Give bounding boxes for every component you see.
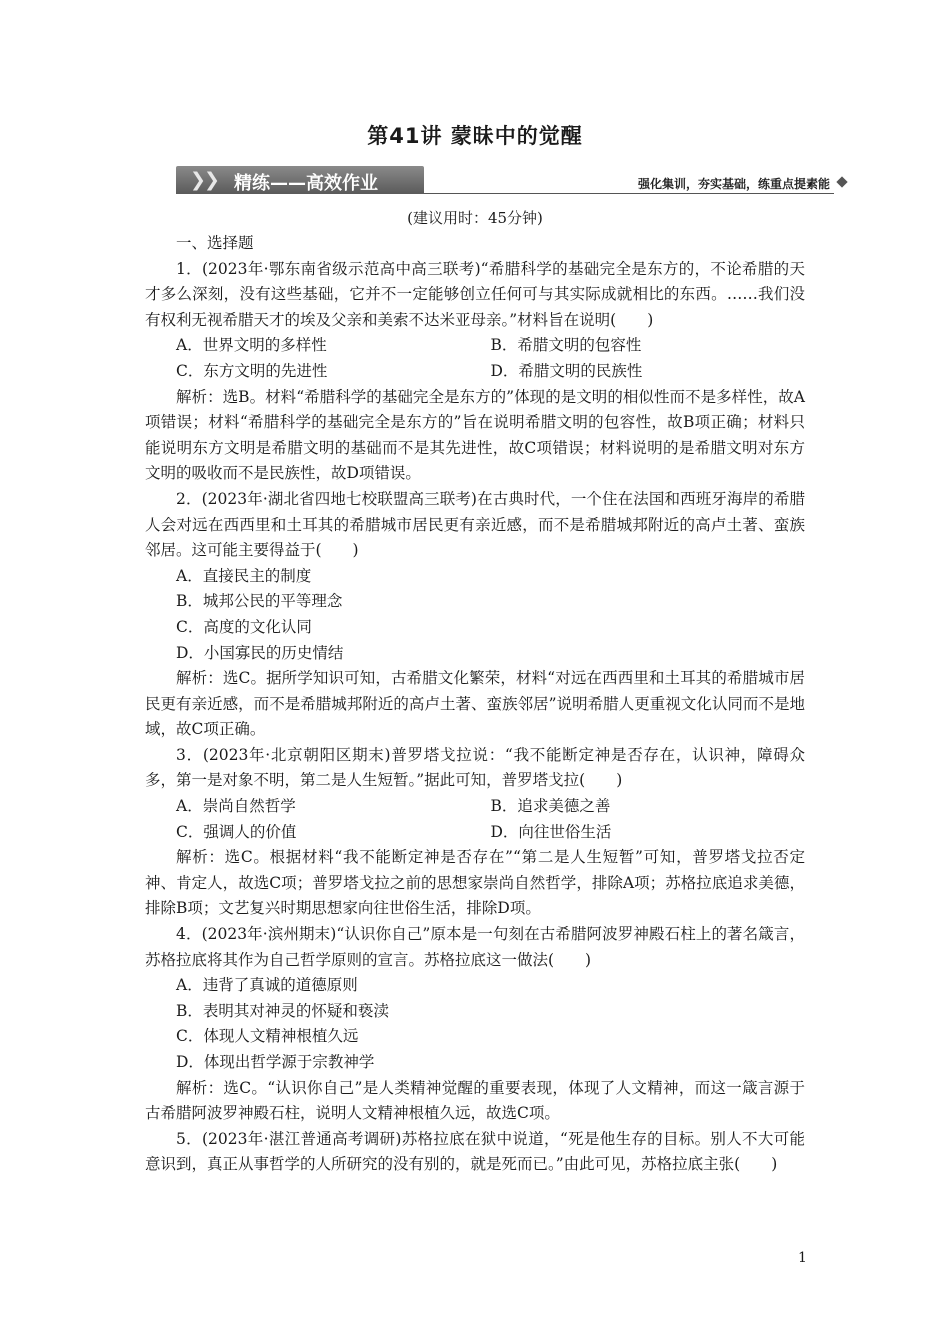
option: C．高度的文化认同: [176, 617, 312, 636]
option: D．向往世俗生活: [490, 822, 612, 841]
section-banner: [176, 163, 848, 197]
option: B．城邦公民的平等理念: [176, 592, 343, 611]
option: D．希腊文明的民族性: [490, 361, 643, 380]
analysis: 解析：选C。根据材料“我不能断定神是否存在”“第二是人生短暂”可知，普罗塔戈拉否定神、肯定人，故选C项；普罗塔戈拉之前的思想家崇尚自然哲学，排除A项；苏格拉底追求美德，排除B项；文艺复兴时期思想家向往世俗生活，排除D项。: [145, 848, 805, 918]
option: D．体现出哲学源于宗教神学: [176, 1053, 375, 1071]
question-stem: 1．(2023年·鄂东南省级示范高中高三联考)“希腊科学的基础完全是东方的，不论希腊的天才多么深刻，没有这些基础，它并不一定能够创立任何可与其实际成就相比的东西。……我们没有权利无视希腊天才的埃及父亲和美索不达米亚母亲。”材料旨在说明( ): [145, 259, 805, 329]
section-heading: 一、选择题: [176, 234, 254, 252]
option-row: [145, 820, 805, 846]
option-row: [145, 794, 805, 820]
suggested-time: (建议用时：45分钟): [407, 209, 543, 227]
question-stem: 4．(2023年·滨州期末)“认识你自己”原本是一句刻在古希腊阿波罗神殿石柱上的著名箴言，苏格拉底将其作为自己哲学原则的宣言。苏格拉底这一做法( ): [145, 925, 805, 969]
option: A．违背了真诚的道德原则: [176, 976, 358, 995]
option: D．小国寡民的历史情结: [176, 643, 344, 662]
analysis: 解析：选B。材料“希腊科学的基础完全是东方的”体现的是文明的相似性而不是多样性，故A项错误；材料“希腊科学的基础完全是东方的”旨在说明希腊文明的包容性，故B项正确；材料只能说明东方文明是希腊文明的基础而不是其先进性，故C项错误；材料说明的是希腊文明对东方文明的吸收而不是民族性，故D项错误。: [145, 387, 805, 483]
option: A．直接民主的制度: [176, 566, 312, 585]
option: B．追求美德之善: [490, 797, 611, 816]
analysis: 解析：选C。据所学知识可知，古希腊文化繁荣，材料“对远在西西里和土耳其的希腊城市居民更有亲近感，而不是希腊城邦附近的高卢土著、蛮族邻居”说明希腊人更重视文化认同而不是地域，故C项正确。: [145, 669, 805, 739]
page-number: 1: [798, 1250, 807, 1266]
option-row: [145, 359, 805, 385]
question-stem: 2．(2023年·湖北省四地七校联盟高三联考)在古典时代，一个住在法国和西班牙海岸的希腊人会对远在西西里和土耳其的希腊城市居民更有亲近感，而不是希腊城邦附近的高卢土著、蛮族邻居。这可能主要得益于( ): [145, 489, 805, 560]
option: C．强调人的价值: [176, 822, 297, 841]
option: C．体现人文精神根植久远: [176, 1027, 359, 1046]
option: B．表明其对神灵的怀疑和亵渎: [176, 1001, 389, 1020]
banner-slogan: 强化集训，夯实基础，练重点提素能: [637, 177, 830, 191]
chevron-right-icon: ❯: [190, 169, 206, 191]
option-row: [145, 333, 805, 359]
page-title: 第41讲 蒙昧中的觉醒: [367, 124, 583, 148]
question-stem: 5．(2023年·湛江普通高考调研)苏格拉底在狱中说道，“死是他生存的目标。别人不大可能意识到，真正从事哲学的人所研究的没有别的，就是死而已。”由此可见，苏格拉底主张( ): [145, 1129, 805, 1174]
chevron-right-icon: ❯: [204, 169, 220, 191]
banner-tab-text: 精练——高效作业: [234, 173, 378, 194]
option: C．东方文明的先进性: [176, 361, 328, 380]
question-stem: 3．(2023年·北京朝阳区期末)普罗塔戈拉说：“我不能断定神是否存在，认识神，障碍众多，第一是对象不明，第二是人生短暂。”据此可知，普罗塔戈拉( ): [145, 745, 805, 790]
banner-rule: [424, 193, 834, 194]
analysis: 解析：选C。“认识你自己”是人类精神觉醒的重要表现，体现了人文精神，而这一箴言源于古希腊阿波罗神殿石柱，说明人文精神根植久远，故选C项。: [145, 1078, 805, 1123]
diamond-icon: [836, 176, 847, 187]
option: A．崇尚自然哲学: [176, 797, 296, 816]
content: [145, 231, 805, 1178]
option: A．世界文明的多样性: [176, 336, 327, 355]
option: B．希腊文明的包容性: [490, 336, 642, 355]
